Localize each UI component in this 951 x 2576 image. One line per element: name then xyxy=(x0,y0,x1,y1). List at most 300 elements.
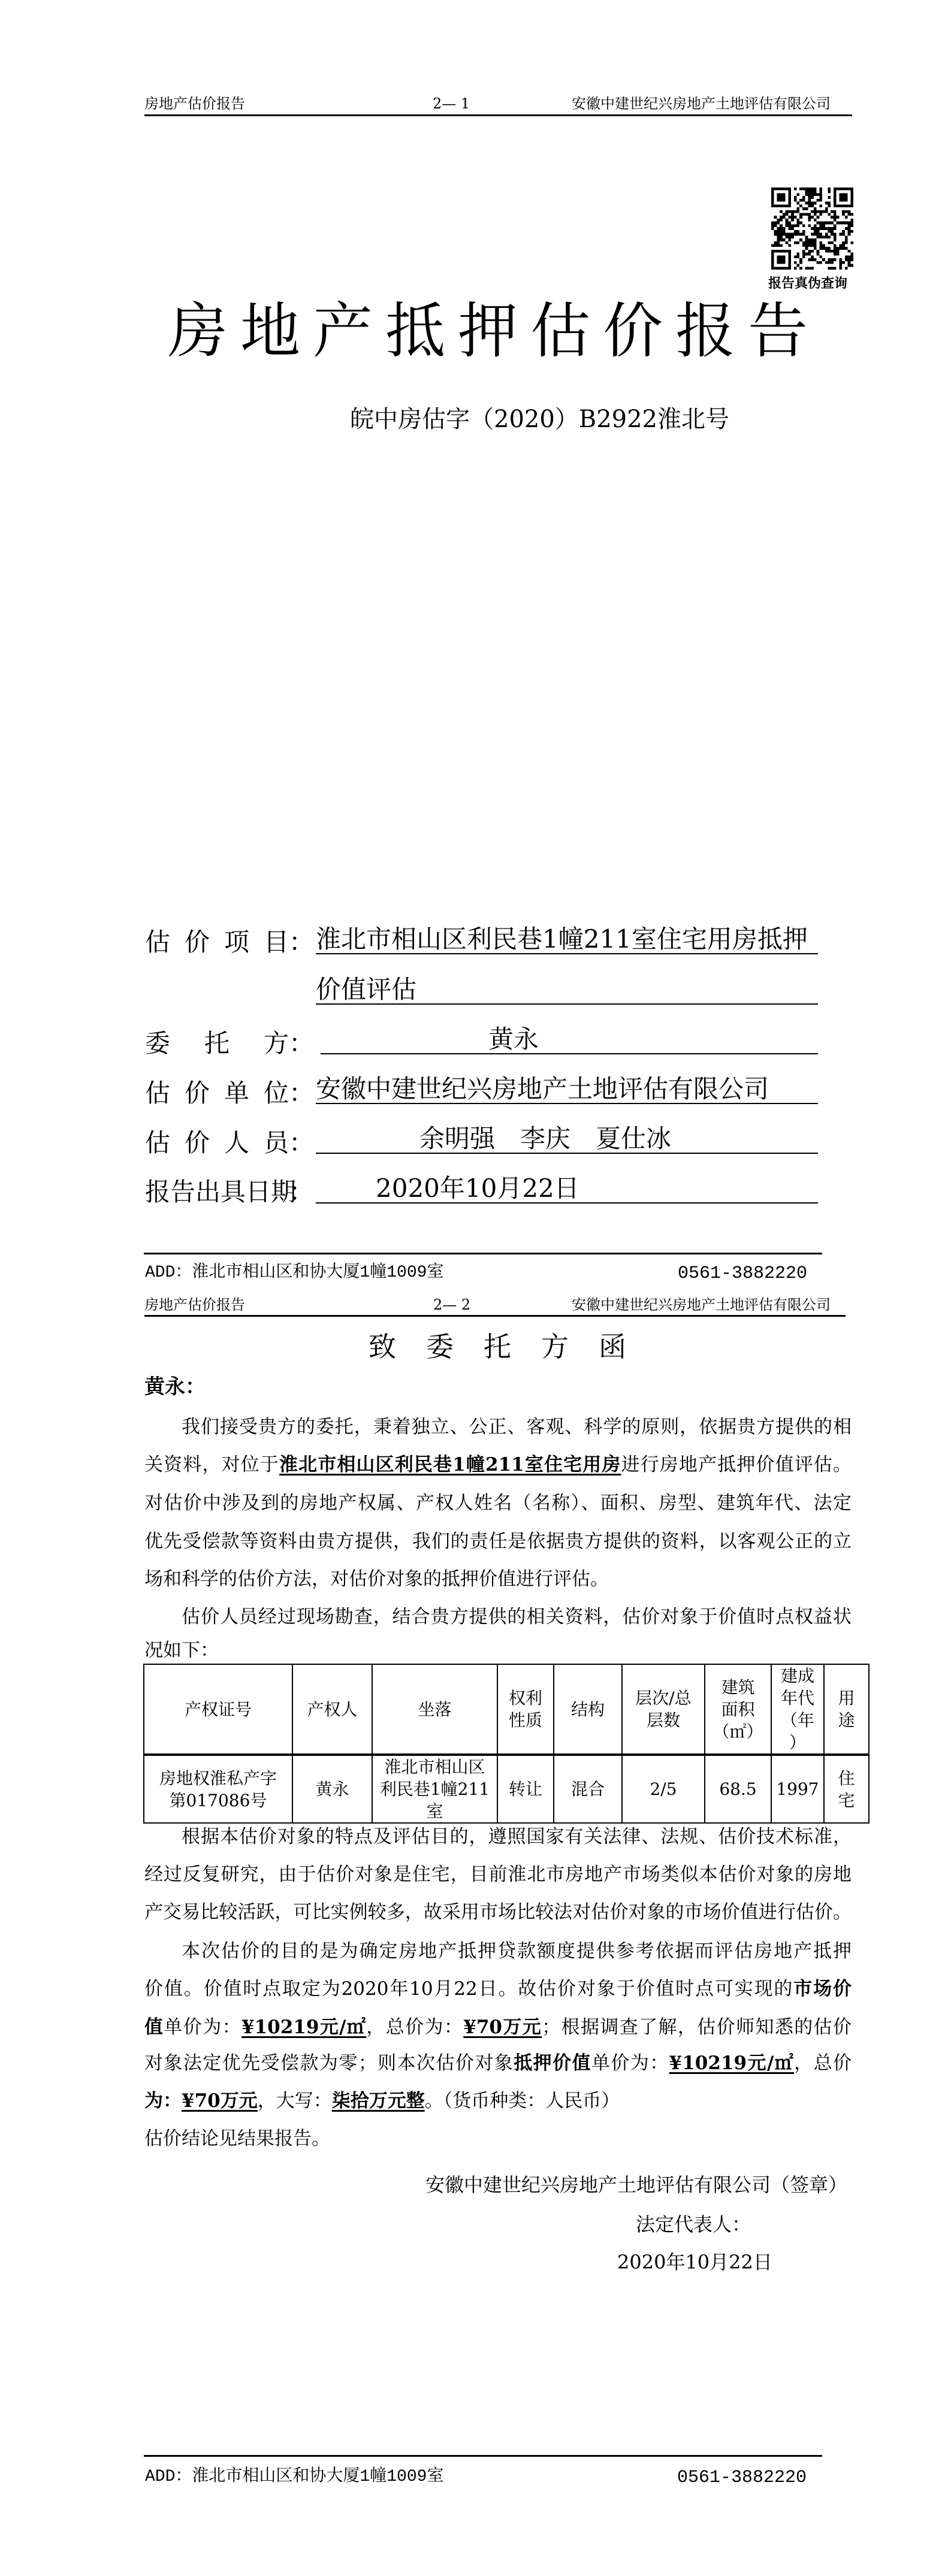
qr-module xyxy=(814,258,817,261)
column-header: 建筑 面积 （㎡） xyxy=(705,1664,771,1755)
qr-module xyxy=(837,247,840,250)
emphasized-text: 抵押价值 xyxy=(514,2052,591,2074)
qr-module xyxy=(808,238,811,241)
qr-module xyxy=(825,250,828,253)
qr-module xyxy=(788,210,791,213)
qr-module xyxy=(808,219,811,222)
qr-module xyxy=(771,258,774,261)
qr-module xyxy=(825,233,828,236)
qr-module xyxy=(805,253,808,256)
table-cell: 黄永 xyxy=(292,1755,372,1823)
qr-module xyxy=(831,261,834,264)
qr-module xyxy=(848,233,851,236)
qr-module xyxy=(819,244,822,247)
qr-module xyxy=(808,213,811,216)
qr-module xyxy=(771,199,774,202)
qr-module xyxy=(811,202,814,205)
qr-module xyxy=(839,244,842,247)
qr-module xyxy=(819,204,822,207)
qr-module xyxy=(808,202,811,205)
qr-module xyxy=(786,241,789,244)
qr-module xyxy=(819,188,822,191)
qr-module xyxy=(834,224,837,227)
qr-module xyxy=(834,199,837,202)
qr-module xyxy=(828,191,831,193)
qr-module xyxy=(808,193,811,196)
qr-module xyxy=(786,267,789,270)
qr-module xyxy=(811,191,814,193)
qr-module xyxy=(794,199,797,202)
qr-module xyxy=(788,216,791,219)
property-rights-table xyxy=(143,1664,870,1824)
qr-module xyxy=(811,188,814,191)
paragraph-line xyxy=(144,1453,852,1477)
qr-module xyxy=(802,213,805,216)
qr-module xyxy=(774,216,777,219)
qr-module xyxy=(791,219,794,222)
qr-module xyxy=(780,193,783,196)
qr-module xyxy=(811,193,814,196)
qr-module xyxy=(839,204,842,207)
qr-module xyxy=(825,261,828,264)
qr-module xyxy=(834,233,837,236)
field-label-appraiser-org: 估价单位 xyxy=(145,1078,289,1108)
qr-module xyxy=(774,244,777,247)
qr-module xyxy=(822,235,825,238)
qr-module xyxy=(817,216,820,219)
qr-module xyxy=(850,222,853,225)
qr-module xyxy=(819,213,822,216)
qr-module xyxy=(834,210,837,213)
qr-module xyxy=(845,235,848,238)
qr-module xyxy=(777,258,780,261)
qr-module xyxy=(783,250,786,253)
qr-module xyxy=(780,219,783,222)
qr-module xyxy=(799,204,802,207)
table-cell: 混合 xyxy=(554,1755,622,1823)
qr-module xyxy=(788,238,791,241)
field-value-client: 黄永 xyxy=(321,1024,818,1054)
qr-module xyxy=(774,241,777,244)
qr-module xyxy=(794,188,797,191)
qr-module xyxy=(831,227,834,230)
field-colon: ： xyxy=(289,1180,314,1205)
table-cell: 房地权淮私产字 第017086号 xyxy=(144,1755,292,1823)
qr-module xyxy=(850,255,853,258)
qr-module xyxy=(780,230,783,233)
text-segment: ；根据调查了解，估价师知悉的估价 xyxy=(542,2016,852,2038)
qr-module xyxy=(842,244,845,247)
qr-module xyxy=(834,267,837,270)
qr-module xyxy=(845,241,848,244)
qr-module xyxy=(850,204,853,207)
qr-module xyxy=(850,199,853,202)
paragraph-line xyxy=(144,1415,852,1439)
qr-module xyxy=(808,241,811,244)
table-cell: 1997 xyxy=(771,1755,824,1823)
qr-module xyxy=(771,196,774,199)
qr-module xyxy=(825,222,828,225)
qr-module xyxy=(771,264,774,267)
qr-module xyxy=(783,238,786,241)
qr-module xyxy=(817,235,820,238)
qr-module xyxy=(845,222,848,225)
qr-module xyxy=(848,204,851,207)
qr-module xyxy=(842,210,845,213)
qr-module xyxy=(822,210,825,213)
qr-module xyxy=(791,216,794,219)
qr-module xyxy=(780,261,783,264)
qr-module xyxy=(777,238,780,241)
qr-code-icon[interactable] xyxy=(771,186,853,271)
qr-module xyxy=(780,216,783,219)
paragraph-line xyxy=(144,2127,852,2151)
qr-module xyxy=(805,202,808,205)
qr-module xyxy=(797,241,800,244)
qr-module xyxy=(771,193,774,196)
qr-module xyxy=(822,224,825,227)
qr-module xyxy=(771,202,774,205)
qr-module xyxy=(834,188,837,191)
qr-module xyxy=(774,250,777,253)
qr-module xyxy=(786,233,789,236)
table-cell: 住 宅 xyxy=(824,1755,869,1823)
qr-module xyxy=(777,222,780,225)
qr-module xyxy=(814,207,817,210)
qr-module xyxy=(839,199,842,202)
qr-module xyxy=(828,261,831,264)
qr-module xyxy=(811,244,814,247)
qr-module xyxy=(850,258,853,261)
column-header: 产权人 xyxy=(292,1664,372,1755)
qr-module xyxy=(845,255,848,258)
paragraph-line xyxy=(144,1825,852,1849)
qr-module xyxy=(777,250,780,253)
qr-module xyxy=(817,230,820,233)
qr-module xyxy=(797,222,800,225)
qr-module xyxy=(834,258,837,261)
qr-module xyxy=(802,196,805,199)
emphasized-text: 值 xyxy=(144,2016,164,2038)
qr-module xyxy=(777,193,780,196)
qr-module xyxy=(814,210,817,213)
qr-module xyxy=(842,247,845,250)
qr-module xyxy=(848,261,851,264)
qr-module xyxy=(791,233,794,236)
qr-module xyxy=(774,188,777,191)
qr-module xyxy=(794,233,797,236)
qr-module xyxy=(850,241,853,244)
qr-module xyxy=(819,222,822,225)
qr-module xyxy=(819,193,822,196)
emphasized-text: ¥70万元 xyxy=(182,2090,258,2112)
qr-module xyxy=(837,250,840,253)
header-divider xyxy=(144,114,852,116)
qr-module xyxy=(783,213,786,216)
qr-module xyxy=(831,230,834,233)
qr-module xyxy=(797,255,800,258)
field-value-project: 淮北市相山区利民巷1幢211室住宅用房抵押 xyxy=(316,924,818,954)
qr-module xyxy=(831,241,834,244)
qr-module xyxy=(777,219,780,222)
qr-module xyxy=(828,258,831,261)
text-segment: 根据本估价对象的特点及评估目的，遵照国家有关法律、法规、估价技术标准， xyxy=(182,1826,852,1848)
text-segment: 关资料，对位于 xyxy=(144,1454,279,1476)
qr-module xyxy=(808,258,811,261)
qr-module xyxy=(799,188,802,191)
field-value-appraisers: 余明强 李庆 夏仕冰 xyxy=(316,1124,818,1154)
qr-module xyxy=(786,188,789,191)
qr-module xyxy=(817,222,820,225)
header-page-number: 2— 1 xyxy=(433,95,470,112)
qr-module xyxy=(799,258,802,261)
footer-phone: 0561-3882220 xyxy=(677,2468,807,2488)
qr-module xyxy=(839,193,842,196)
qr-module xyxy=(774,230,777,233)
qr-module xyxy=(811,227,814,230)
qr-module xyxy=(839,233,842,236)
signature-company: 安徽中建世纪兴房地产土地评估有限公司（签章） xyxy=(425,2173,848,2196)
qr-module xyxy=(777,261,780,264)
qr-module xyxy=(850,264,853,267)
qr-module xyxy=(811,216,814,219)
qr-module xyxy=(771,227,774,230)
text-segment: 对象法定优先受偿款为零；则本次估价对象 xyxy=(144,2052,514,2074)
qr-module xyxy=(805,267,808,270)
qr-module xyxy=(791,224,794,227)
table-header-row xyxy=(144,1664,869,1755)
qr-module xyxy=(805,235,808,238)
qr-module xyxy=(783,196,786,199)
qr-module xyxy=(788,250,791,253)
column-header: 产权证号 xyxy=(144,1664,292,1755)
qr-module xyxy=(797,224,800,227)
qr-module xyxy=(828,230,831,233)
qr-module xyxy=(834,191,837,193)
qr-module xyxy=(839,222,842,225)
qr-module xyxy=(780,235,783,238)
paragraph-line xyxy=(144,2015,852,2039)
qr-module xyxy=(831,233,834,236)
qr-module xyxy=(839,247,842,250)
paragraph-line xyxy=(144,1863,852,1886)
qr-module xyxy=(788,261,791,264)
qr-module xyxy=(839,264,842,267)
qr-module xyxy=(780,210,783,213)
qr-module xyxy=(845,196,848,199)
qr-module xyxy=(814,213,817,216)
qr-module xyxy=(814,191,817,193)
qr-module xyxy=(848,224,851,227)
qr-module xyxy=(777,230,780,233)
qr-module xyxy=(783,188,786,191)
text-segment: 经过反复研究，由于估价对象是住宅，目前淮北市房地产市场类似本估价对象的房地 xyxy=(144,1864,852,1885)
qr-module xyxy=(845,210,848,213)
qr-module xyxy=(774,267,777,270)
qr-module xyxy=(848,255,851,258)
qr-module xyxy=(771,255,774,258)
qr-module xyxy=(788,264,791,267)
qr-module xyxy=(817,253,820,256)
qr-module xyxy=(774,224,777,227)
qr-module xyxy=(811,196,814,199)
qr-module xyxy=(848,250,851,253)
qr-module xyxy=(805,244,808,247)
qr-module xyxy=(828,204,831,207)
text-segment: 单价为： xyxy=(591,2052,669,2074)
qr-module xyxy=(845,258,848,261)
qr-module xyxy=(777,244,780,247)
qr-module xyxy=(794,241,797,244)
qr-module xyxy=(811,255,814,258)
qr-module xyxy=(774,204,777,207)
qr-module xyxy=(848,258,851,261)
qr-module xyxy=(842,213,845,216)
qr-module xyxy=(791,235,794,238)
qr-module xyxy=(850,253,853,256)
qr-module xyxy=(837,253,840,256)
qr-module xyxy=(811,233,814,236)
paragraph-line xyxy=(144,1605,852,1629)
qr-module xyxy=(788,244,791,247)
qr-module xyxy=(825,227,828,230)
qr-module xyxy=(794,255,797,258)
qr-module xyxy=(814,247,817,250)
qr-module xyxy=(802,230,805,233)
qr-module xyxy=(777,241,780,244)
qr-module xyxy=(788,253,791,256)
qr-module xyxy=(834,238,837,241)
qr-module xyxy=(783,261,786,264)
qr-module xyxy=(777,235,780,238)
letter-title: 致委托方函 xyxy=(369,1331,656,1363)
qr-module xyxy=(808,250,811,253)
qr-module xyxy=(825,247,828,250)
qr-module xyxy=(802,224,805,227)
footer-divider xyxy=(144,2455,822,2457)
qr-module xyxy=(771,222,774,225)
emphasized-text: ¥10219元/㎡ xyxy=(241,2016,367,2038)
qr-module xyxy=(786,235,789,238)
qr-module xyxy=(788,235,791,238)
qr-module xyxy=(834,250,837,253)
qr-module xyxy=(834,216,837,219)
qr-module xyxy=(802,207,805,210)
signature-date: 2020年10月22日 xyxy=(617,2251,772,2273)
qr-module xyxy=(842,193,845,196)
qr-module xyxy=(783,233,786,236)
paragraph-line xyxy=(144,1529,852,1553)
qr-module xyxy=(783,230,786,233)
qr-module xyxy=(780,244,783,247)
qr-module xyxy=(828,188,831,191)
text-segment: 产交易比较活跃，可比实例较多，故采用市场比较法对估价对象的市场价值进行估价。 xyxy=(144,1901,852,1923)
qr-module xyxy=(814,202,817,205)
qr-module xyxy=(797,210,800,213)
emphasized-text: 淮北市相山区利民巷1幢211室住宅用房 xyxy=(279,1454,621,1476)
text-segment: 本次估价的目的是为确定房地产抵押贷款额度提供参考依据而评估房地产抵押 xyxy=(182,1940,852,1962)
qr-module xyxy=(839,188,842,191)
qr-module xyxy=(834,219,837,222)
qr-module xyxy=(794,210,797,213)
qr-module xyxy=(825,235,828,238)
qr-module xyxy=(808,267,811,270)
footer-phone: 0561-3882220 xyxy=(678,1263,808,1284)
qr-module xyxy=(819,191,822,193)
qr-module xyxy=(825,207,828,210)
qr-module xyxy=(797,264,800,267)
qr-module xyxy=(822,247,825,250)
qr-module xyxy=(777,233,780,236)
qr-module xyxy=(771,191,774,193)
text-segment: 价值。价值时点取定为2020年10月22日。故估价对象于价值时点可实现的 xyxy=(144,1978,794,2000)
qr-module xyxy=(848,210,851,213)
qr-module xyxy=(771,261,774,264)
field-colon: ： xyxy=(289,1031,314,1056)
qr-module xyxy=(808,244,811,247)
text-segment: ，总价为： xyxy=(366,2016,464,2038)
qr-module xyxy=(802,244,805,247)
qr-module xyxy=(811,210,814,213)
qr-module xyxy=(834,235,837,238)
qr-module xyxy=(817,250,820,253)
column-header: 权利 性质 xyxy=(497,1664,554,1755)
header-page-number: 2— 2 xyxy=(433,1296,471,1313)
qr-module xyxy=(771,267,774,270)
qr-module xyxy=(786,210,789,213)
qr-module xyxy=(825,210,828,213)
qr-module xyxy=(802,199,805,202)
text-segment: 估价人员经过现场勘查，结合贵方提供的相关资料，估价对象于价值时点权益状 xyxy=(182,1606,852,1628)
qr-module xyxy=(788,188,791,191)
qr-module xyxy=(822,244,825,247)
text-segment: 估价结论见结果报告。 xyxy=(144,2128,330,2149)
qr-module xyxy=(780,238,783,241)
qr-module xyxy=(828,241,831,244)
qr-module xyxy=(780,233,783,236)
qr-module xyxy=(794,261,797,264)
qr-module xyxy=(788,227,791,230)
qr-module xyxy=(797,193,800,196)
qr-module xyxy=(817,227,820,230)
qr-module xyxy=(831,267,834,270)
field-label-project: 估价项目 xyxy=(145,927,289,957)
qr-module xyxy=(783,193,786,196)
header-divider xyxy=(144,1315,846,1317)
qr-module xyxy=(786,222,789,225)
qr-module xyxy=(811,204,814,207)
column-header: 结构 xyxy=(554,1664,622,1755)
qr-module xyxy=(783,204,786,207)
qr-module xyxy=(848,230,851,233)
qr-module xyxy=(819,199,822,202)
qr-module xyxy=(845,227,848,230)
qr-module xyxy=(788,202,791,205)
qr-module xyxy=(805,191,808,193)
qr-module xyxy=(811,250,814,253)
qr-module xyxy=(786,219,789,222)
qr-module xyxy=(828,227,831,230)
footer-divider xyxy=(144,1253,822,1254)
qr-module xyxy=(831,258,834,261)
qr-module xyxy=(771,250,774,253)
qr-module xyxy=(839,258,842,261)
letter-salutation: 黄永： xyxy=(144,1375,206,1399)
qr-module xyxy=(771,204,774,207)
qr-module xyxy=(788,199,791,202)
qr-module xyxy=(834,227,837,230)
qr-module xyxy=(828,196,831,199)
